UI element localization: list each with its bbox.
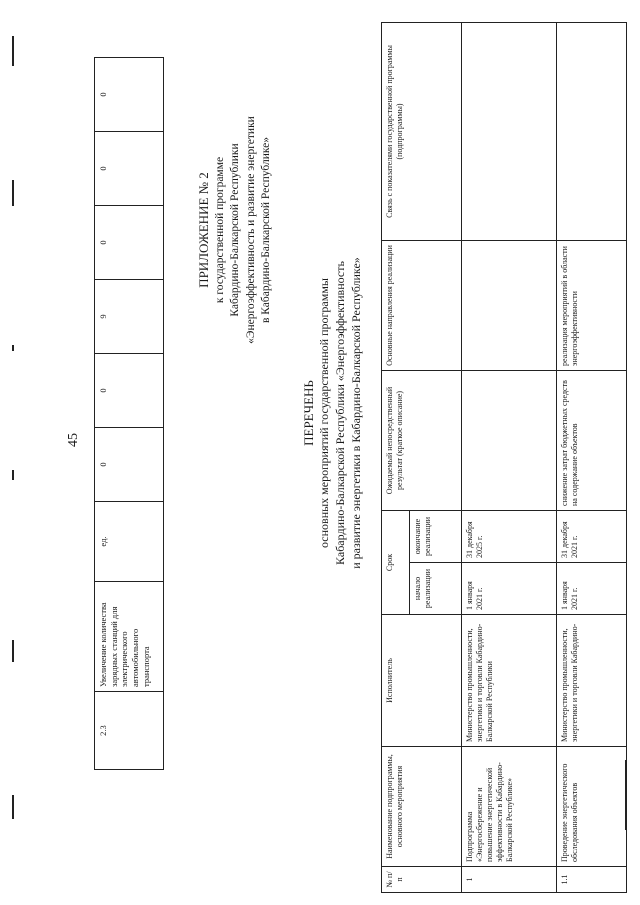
- measure-name: Увеличение количества зарядных станций для электрического автомобильного транспорта: [95, 582, 164, 692]
- scan-mark: [12, 795, 14, 819]
- end-date: 31 декабря 2021 г.: [557, 510, 627, 562]
- page-number: 45: [66, 433, 81, 447]
- value-cell: 0: [95, 428, 164, 502]
- row-number: 2.3: [95, 692, 164, 770]
- table-row: [462, 22, 557, 892]
- list-subtitle: Кабардино-Балкарской Республики «Энергоэффективность: [333, 261, 348, 565]
- value-cell: 0: [95, 354, 164, 428]
- scan-mark: [12, 36, 14, 66]
- header-term: Срок: [382, 510, 410, 614]
- value-cell: 0: [95, 58, 164, 132]
- appendix-line: Кабардино-Балкарской Республики: [229, 143, 242, 317]
- list-title: ПЕРЕЧЕНЬ: [301, 380, 316, 446]
- scan-mark: [12, 180, 14, 206]
- header-result: Ожидаемый непосредственный результат (краткое описание): [382, 370, 462, 510]
- measures-table: [381, 22, 627, 893]
- scan-mark: [12, 470, 14, 480]
- header-start: начало реализации: [410, 563, 462, 615]
- header-end: окончание реализации: [410, 510, 462, 562]
- unit-cell: ед.: [95, 502, 164, 582]
- header-executor: Исполнитель: [382, 615, 462, 747]
- row-number: 1.1: [557, 867, 627, 893]
- value-cell: 0: [95, 132, 164, 206]
- header-name: Наименование подпрограммы, основного мероприятия: [382, 747, 462, 867]
- appendix-line: «Энергоэффективность и развитие энергетики: [244, 116, 257, 344]
- value-cell: 0: [95, 206, 164, 280]
- link-cell: [462, 22, 557, 240]
- top-table: [94, 57, 164, 770]
- start-date: 1 января 2021 г.: [557, 563, 627, 615]
- list-heading-block: [300, 130, 368, 696]
- list-subtitle: основных мероприятий государственной программы: [317, 278, 332, 549]
- result-cell: [462, 370, 557, 510]
- top-table-block: [94, 58, 164, 770]
- appendix-line: к государственной программе: [213, 156, 226, 304]
- measure-name: Подпрограмма «Энергосбережение и повышение энергетической эффективности в Кабардино-Балкарской Республике»: [462, 747, 557, 867]
- header-link: Связь с показателями государственной программы (подпрограммы): [382, 22, 462, 240]
- result-cell: снижение затрат бюджетных средств на содержание объектов: [557, 370, 627, 510]
- directions-cell: реализация мероприятий в области энергоэффективности: [557, 240, 627, 370]
- scan-mark: [12, 345, 14, 351]
- scan-mark: [12, 640, 14, 662]
- start-date: 1 января 2021 г.: [462, 563, 557, 615]
- header-directions: Основные направления реализации: [382, 240, 462, 370]
- value-cell: 9: [95, 280, 164, 354]
- end-date: 31 декабря 2025 г.: [462, 510, 557, 562]
- measure-name: Проведение энергетического обследования объектов: [557, 747, 627, 867]
- row-number: 1: [462, 867, 557, 893]
- table-header-row: [382, 22, 410, 892]
- appendix-title: ПРИЛОЖЕНИЕ № 2: [196, 172, 211, 288]
- appendix-block: [195, 80, 285, 380]
- link-cell: [557, 22, 627, 240]
- directions-cell: [462, 240, 557, 370]
- list-subtitle: и развитие энергетики в Кабардино-Балкарской Республике»: [349, 257, 364, 569]
- executor-cell: Министерство промышленности, энергетики и торговли Кабардино-: [557, 615, 627, 747]
- main-table-block: [381, 23, 626, 893]
- header-num: № п/п: [382, 867, 462, 893]
- appendix-line: в Кабардино-Балкарской Республике»: [260, 136, 273, 324]
- table-row: [557, 22, 627, 892]
- table-row: [95, 58, 164, 770]
- executor-cell: Министерство промышленности, энергетики и торговли Кабардино-Балкарской Республики: [462, 615, 557, 747]
